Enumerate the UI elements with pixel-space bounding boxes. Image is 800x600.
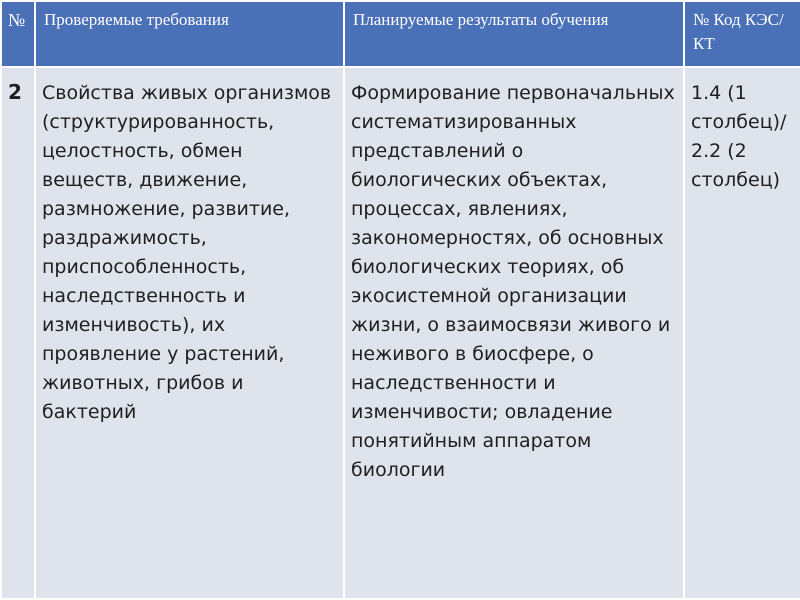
header-number [1,1,35,67]
table-row [1,67,800,599]
cell-requirement [35,67,344,599]
cell-number [1,67,35,599]
cell-code [684,67,800,599]
header-requirements [35,1,344,67]
table-header-row [1,1,800,67]
header-code [684,1,800,67]
header-requirements-text: Проверяемые требования [44,10,229,29]
header-code-text: № Код КЭС/ КТ [693,10,784,53]
result-text: Формирование первоначальных систематизированных представлений о биологических объектах, процессах, явлениях, закономерностях, об основных биологических теориях, об экосистемной организации жизни, о взаимосвязи живого и неживого в биосфере, о наследственности и изменчивости; овладение понятийным аппаратом биологии [351,82,675,481]
cell-result [344,67,684,599]
header-results [344,1,684,67]
header-number-text: № [8,10,26,30]
code-text: 1.4 (1 столбец)/ 2.2 (2 столбец) [691,82,787,191]
row-number: 2 [8,80,22,104]
header-results-text: Планируемые результаты обучения [353,10,609,29]
requirement-text: Свойства живых организмов (структурированность, целостность, обмен веществ, движение, размножение, развитие, раздражимость, приспособленность, наследственность и изменчивость), их проявление у растений, животных, грибов и бактерий [42,82,332,423]
